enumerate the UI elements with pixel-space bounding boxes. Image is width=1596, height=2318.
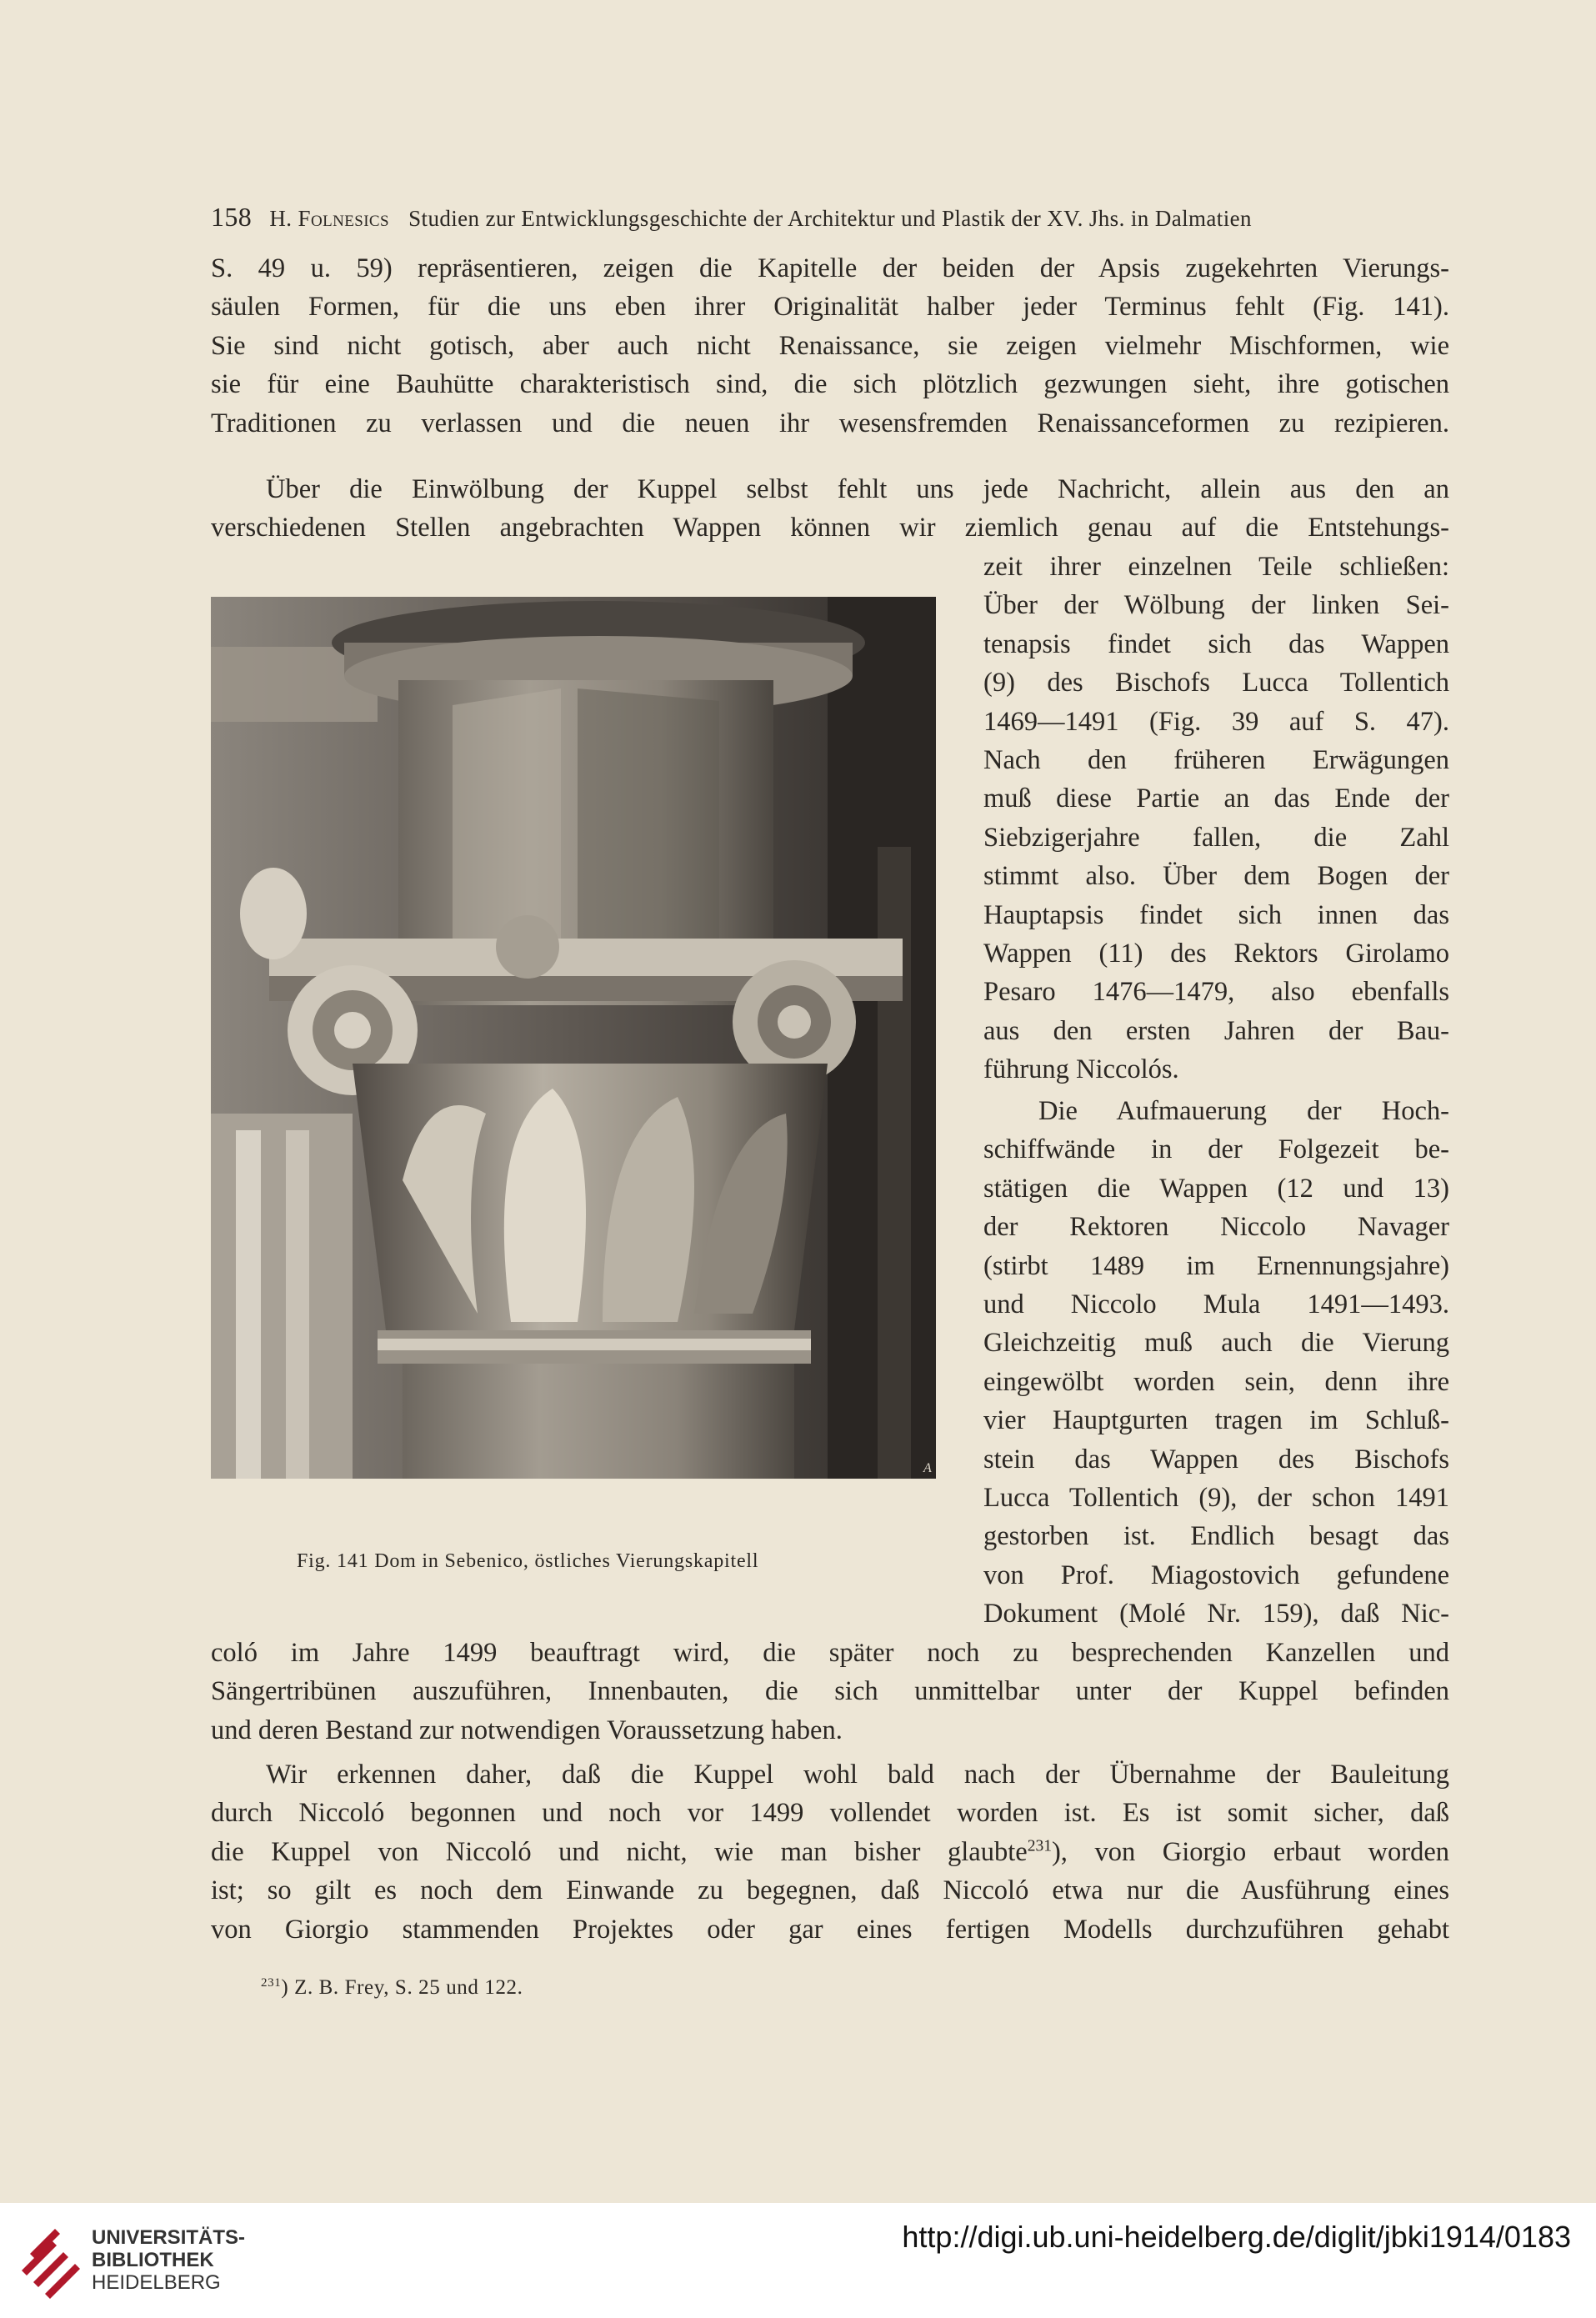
header-author: H. Folnesics <box>269 206 389 231</box>
library-name-line3: HEIDELBERG <box>92 2271 221 2294</box>
text-line: Sängertribünen auszuführen, Innenbauten, die sich unmittelbar unter der Kuppel befinden <box>211 1676 1449 1707</box>
header-title: Studien zur Entwicklungsgeschichte der Architektur und Plastik der XV. Jhs. in Dalmatien <box>408 206 1252 231</box>
text-line: Traditionen zu verlassen und die neuen ihr wesensfremden Renaissanceformen zu rezipieren. <box>211 408 1449 438</box>
text-line: von Giorgio stammenden Projektes oder gar eines fertigen Modells durchzuführen gehabt <box>211 1914 1449 1945</box>
text-line: (stirbt 1489 im Ernennungsjahre) <box>983 1250 1449 1281</box>
text-line: vier Hauptgurten tragen im Schluß- <box>983 1405 1449 1436</box>
running-header <box>211 202 1382 233</box>
text-line: aus den ersten Jahren der Bau- <box>983 1015 1449 1046</box>
text-line: und deren Bestand zur notwendigen Voraussetzung haben. <box>211 1715 843 1745</box>
paragraph-3-column <box>983 1092 1449 1634</box>
text-line: säulen Formen, für die uns eben ihrer Originalität halber jeder Terminus fehlt (Fig. 141). <box>211 292 1449 323</box>
text-line: führung Niccolós. <box>983 1054 1179 1085</box>
text-line <box>211 1833 1449 1871</box>
university-library-logo <box>18 2220 83 2302</box>
text-fragment: ), von Giorgio erbaut worden <box>1051 1836 1449 1867</box>
text-line: Siebzigerjahre fallen, die Zahl <box>983 822 1449 853</box>
capital-photo-illustration <box>211 597 936 1479</box>
text-line: Gleichzeitig muß auch die Vierung <box>983 1328 1449 1359</box>
text-line: zeit ihrer einzelnen Teile schließen: <box>983 552 1449 582</box>
text-line: muß diese Partie an das Ende der <box>983 784 1449 814</box>
text-line: Lucca Tollentich (9), der schon 1491 <box>983 1483 1449 1514</box>
page-number: 158 <box>211 202 253 232</box>
text-line: (9) des Bischofs Lucca Tollentich <box>983 668 1449 698</box>
text-line: Dokument (Molé Nr. 159), daß Nic- <box>983 1599 1449 1630</box>
paragraph-2-full <box>211 470 1449 548</box>
figure-141-photograph <box>211 597 936 1479</box>
text-line: stimmt also. Über dem Bogen der <box>983 861 1449 892</box>
svg-text:A: A <box>923 1461 932 1475</box>
text-line: stein das Wappen des Bischofs <box>983 1444 1449 1474</box>
permalink-url[interactable]: http://digi.ub.uni-heidelberg.de/diglit/jbki1914/0183 <box>902 2220 1571 2254</box>
footnote-marker: 231 <box>261 1976 282 1990</box>
footnote-text: ) Z. B. Frey, S. 25 und 122. <box>281 1976 523 1999</box>
text-line: Über der Wölbung der linken Sei- <box>983 590 1449 621</box>
library-name-line2: BIBLIOTHEK <box>92 2249 214 2271</box>
library-name-line1: UNIVERSITÄTS- <box>92 2226 246 2249</box>
text-line: coló im Jahre 1499 beauftragt wird, die später noch zu besprechenden Kanzellen und <box>211 1638 1449 1668</box>
text-line: S. 49 u. 59) repräsentieren, zeigen die Kapitelle der beiden der Apsis zugekehrten Vierungs- <box>211 253 1449 283</box>
text-line: Wir erkennen daher, daß die Kuppel wohl bald nach der Übernahme der Bauleitung <box>266 1760 1449 1790</box>
text-line: gestorben ist. Endlich besagt das <box>983 1521 1449 1552</box>
text-line: Wappen (11) des Rektors Girolamo <box>983 939 1449 969</box>
text-line: und Niccolo Mula 1491—1493. <box>983 1289 1449 1320</box>
text-line: 1469—1491 (Fig. 39 auf S. 47). <box>983 706 1449 737</box>
text-fragment: die Kuppel von Niccoló und nicht, wie man bisher glaubte <box>211 1836 1028 1867</box>
text-line: durch Niccoló begonnen und noch vor 1499 vollendet worden ist. Es ist somit sicher, daß <box>211 1798 1449 1829</box>
paragraph-1 <box>211 249 1449 443</box>
figure-caption: Fig. 141 Dom in Sebenico, östliches Vierungskapitell <box>297 1550 759 1572</box>
library-name <box>92 2226 245 2294</box>
text-line: Hauptapsis findet sich innen das <box>983 899 1449 930</box>
text-line: tenapsis findet sich das Wappen <box>983 628 1449 659</box>
text-line: stätigen die Wappen (12 und 13) <box>983 1173 1449 1204</box>
text-line: schiffwände in der Folgezeit be- <box>983 1134 1449 1165</box>
footnote-reference: 231 <box>1027 1837 1052 1855</box>
text-line: verschiedenen Stellen angebrachten Wappen können wir ziemlich genau auf die Entstehungs- <box>211 513 1449 543</box>
text-line: eingewölbt worden sein, denn ihre <box>983 1366 1449 1397</box>
text-line: der Rektoren Niccolo Navager <box>983 1212 1449 1243</box>
footnote <box>261 1976 523 2000</box>
text-line: Die Aufmauerung der Hoch- <box>1038 1096 1449 1126</box>
text-line: ist; so gilt es noch dem Einwande zu begegnen, daß Niccoló etwa nur die Ausführung eines <box>211 1875 1449 1906</box>
text-line: Pesaro 1476—1479, also ebenfalls <box>983 977 1449 1008</box>
text-line: von Prof. Miagostovich gefundene <box>983 1560 1449 1590</box>
text-line: sie für eine Bauhütte charakteristisch sind, die sich plötzlich gezwungen sieht, ihre gotischen <box>211 369 1449 400</box>
text-line: Sie sind nicht gotisch, aber auch nicht Renaissance, sie zeigen vielmehr Mischformen, wie <box>211 330 1449 361</box>
paragraph-3-full <box>211 1634 1449 1750</box>
paragraph-2-column <box>983 548 1449 1089</box>
paragraph-4 <box>211 1755 1449 1949</box>
text-line: Über die Einwölbung der Kuppel selbst fehlt uns jede Nachricht, allein aus den an <box>266 474 1449 504</box>
text-line: Nach den früheren Erwägungen <box>983 745 1449 776</box>
